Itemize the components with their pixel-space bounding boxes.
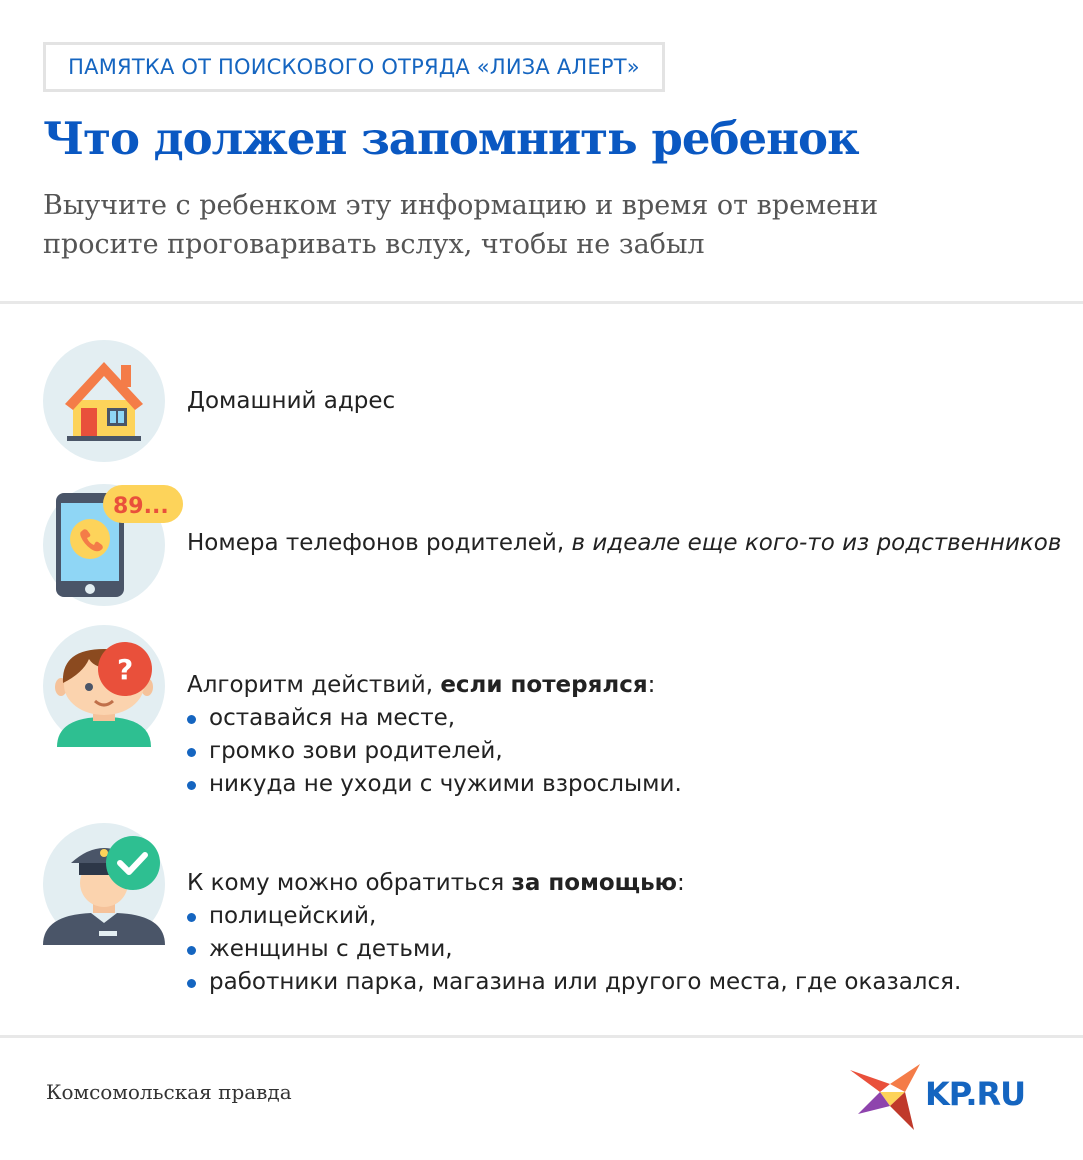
house-icon (43, 340, 167, 464)
header-badge: ПАМЯТКА ОТ ПОИСКОВОГО ОТРЯДА «ЛИЗА АЛЕРТ» (43, 42, 665, 92)
help-heading-main: К кому можно обратиться (187, 870, 512, 896)
help-heading-bold: за помощью (511, 870, 677, 896)
bottom-divider (0, 1035, 1083, 1038)
lost-heading-bold: если потерялся (440, 672, 648, 698)
bullet-item: никуда не уходи с чужими взрослыми. (187, 768, 682, 801)
help-text (187, 867, 961, 999)
bullet-item: полицейский, (187, 900, 961, 933)
subtitle-line-2: просите проговаривать вслух, чтобы не забыл (43, 229, 705, 260)
lost-heading-colon: : (647, 672, 656, 698)
publisher-name: Комсомольская правда (46, 1080, 292, 1104)
help-heading (187, 867, 961, 900)
bullet-item: работники парка, магазина или другого места, где оказался. (187, 966, 961, 999)
bullet-item: женщины с детьми, (187, 933, 961, 966)
subtitle-line-1: Выучите с ребенком эту информацию и время от времени (43, 190, 879, 221)
lost-algorithm-text (187, 669, 682, 801)
phone-icon (43, 483, 188, 607)
kp-logo-text[interactable]: KP.RU (925, 1075, 1026, 1113)
help-bullet-list (187, 900, 961, 999)
home-address-text: Домашний адрес (187, 388, 396, 414)
bullet-item: громко зови родителей, (187, 735, 682, 768)
help-heading-colon: : (677, 870, 685, 896)
phone-numbers-italic: в идеале еще кого-то из родственников (564, 530, 1062, 556)
policeman-icon (43, 823, 167, 947)
top-divider (0, 301, 1083, 304)
phone-badge-text: 89... (113, 494, 169, 519)
kp-bird-logo-icon (850, 1062, 925, 1132)
page-subtitle (43, 186, 1043, 264)
bullet-item: оставайся на месте, (187, 702, 682, 735)
phone-numbers-main: Номера телефонов родителей, (187, 530, 565, 556)
lost-bullet-list (187, 702, 682, 801)
phone-numbers-text (187, 527, 1061, 560)
lost-child-icon (43, 625, 167, 749)
lost-algorithm-heading (187, 669, 682, 702)
question-badge-text: ? (117, 653, 134, 686)
page-title: Что должен запомнить ребенок (43, 112, 859, 165)
lost-heading-main: Алгоритм действий, (187, 672, 441, 698)
